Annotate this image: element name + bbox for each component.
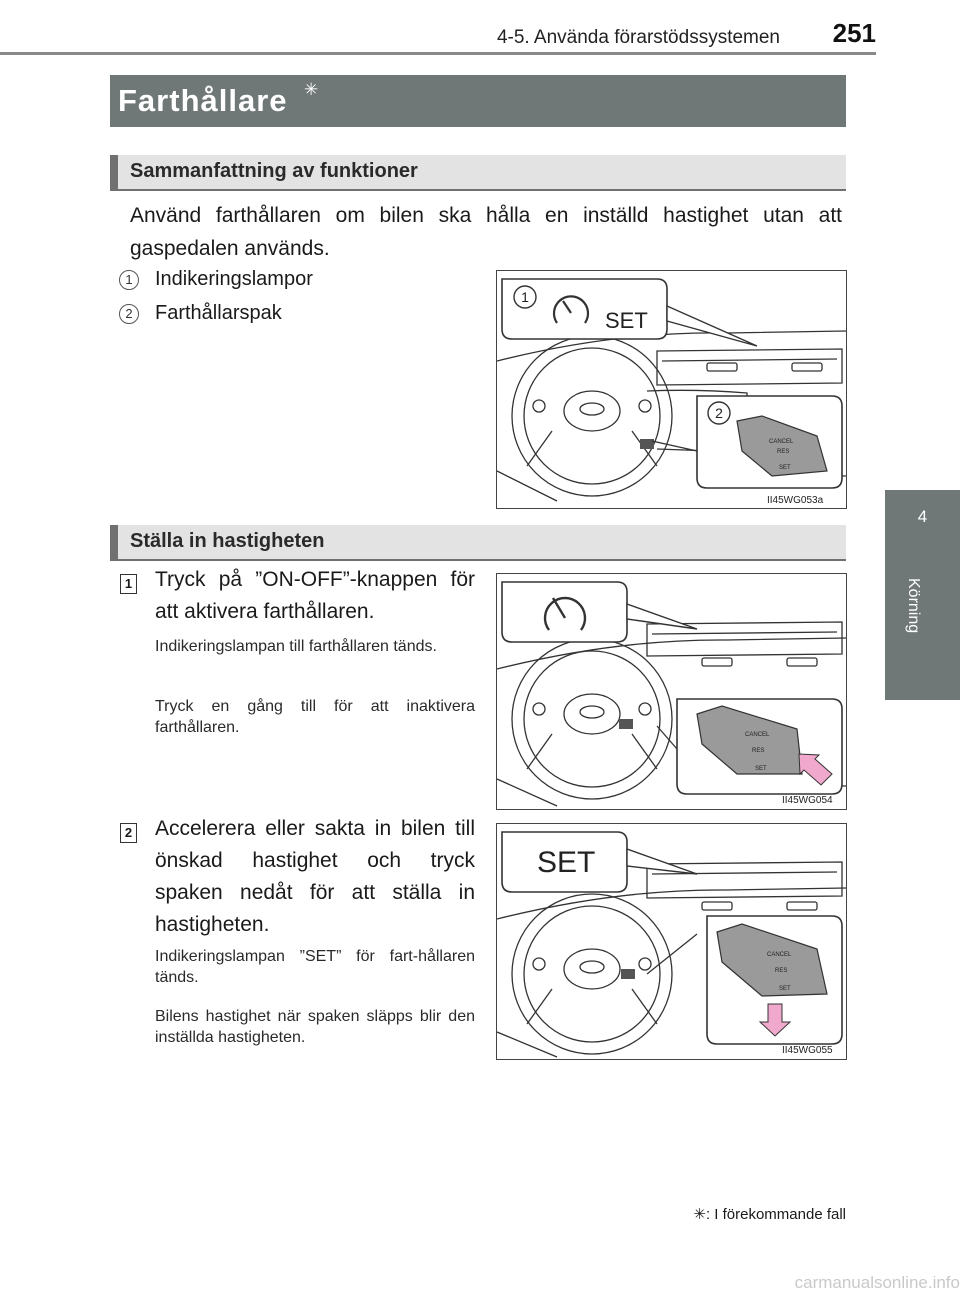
figure-step-2 [496,823,847,1060]
intro-paragraph: Använd farthållaren om bilen ska hålla en inställd hastighet utan att gaspedalen används. [130,204,842,260]
svg-text:RES: RES [775,968,788,974]
svg-text:SET: SET [779,986,791,992]
list-item-label: Indikeringslampor [155,268,313,290]
svg-text:RES: RES [752,748,765,754]
figure-code: II45WG053a [767,495,824,506]
indicator-callout [502,582,627,642]
section-heading-marker [110,155,118,189]
set-indicator-label: SET [605,308,648,333]
section-path: 4-5. Använda förarstödssystemen [496,27,780,48]
figure-step-1 [496,573,847,810]
list-number: 2 [119,304,139,324]
step-note: Indikeringslampan till farthållaren tänds. [155,638,437,655]
footnote-star-icon: ✳ [693,1206,706,1223]
set-indicator-label: SET [537,846,596,879]
section-heading-marker [110,525,118,559]
svg-text:RES: RES [777,449,790,455]
step-note: Bilens hastighet när spaken släpps blir den inställda hastigheten. [155,1008,475,1046]
figure-code: II45WG055 [782,1045,833,1056]
section-heading-bar [110,525,846,561]
svg-text:CANCEL: CANCEL [769,439,794,445]
watermark: carmanualsonline.info [794,1273,960,1292]
page-title: Farthållare [118,83,288,118]
figure-overview [496,270,847,509]
step-number: 2 [120,823,137,843]
svg-text:SET: SET [755,766,767,772]
list-number: 1 [119,270,139,290]
svg-text:CANCEL: CANCEL [745,732,770,738]
figure-code: II45WG054 [782,795,833,806]
footnote [600,1205,846,1223]
chapter-tab-number: 4 [917,507,928,526]
step-text: Accelerera eller sakta in bilen till önskad hastighet och tryck spaken nedåt för att ställa in hastigheten. [155,817,475,936]
step-text: Tryck på ”ON-OFF”-knappen för att aktivera farthållaren. [155,568,475,623]
list-item-label: Farthållarspak [155,302,282,324]
callout-number: 1 [521,289,529,305]
dashboard-illustration [497,574,846,809]
chapter-tab-label [892,578,952,658]
step-note: Indikeringslampan ”SET” för fart-hållaren tänds. [155,948,475,986]
section-heading-bar [110,155,846,191]
callout-number: 2 [715,405,723,421]
section-heading: Sammanfattning av funktioner [130,160,418,182]
dashboard-illustration [497,271,846,508]
section-heading: Ställa in hastigheten [130,530,325,552]
step-number: 1 [120,574,137,594]
title-star-icon: ✳ [304,80,319,99]
svg-text:SET: SET [779,465,791,471]
page-number: 251 [832,18,876,48]
footnote-text: : I förekommande fall [705,1206,846,1223]
header-rule [0,52,876,55]
step-note: Tryck en gång till för att inaktivera farthållaren. [155,698,475,736]
chapter-tab-label-text: Körning [905,578,922,634]
dashboard-illustration [497,824,846,1059]
svg-text:CANCEL: CANCEL [767,952,792,958]
